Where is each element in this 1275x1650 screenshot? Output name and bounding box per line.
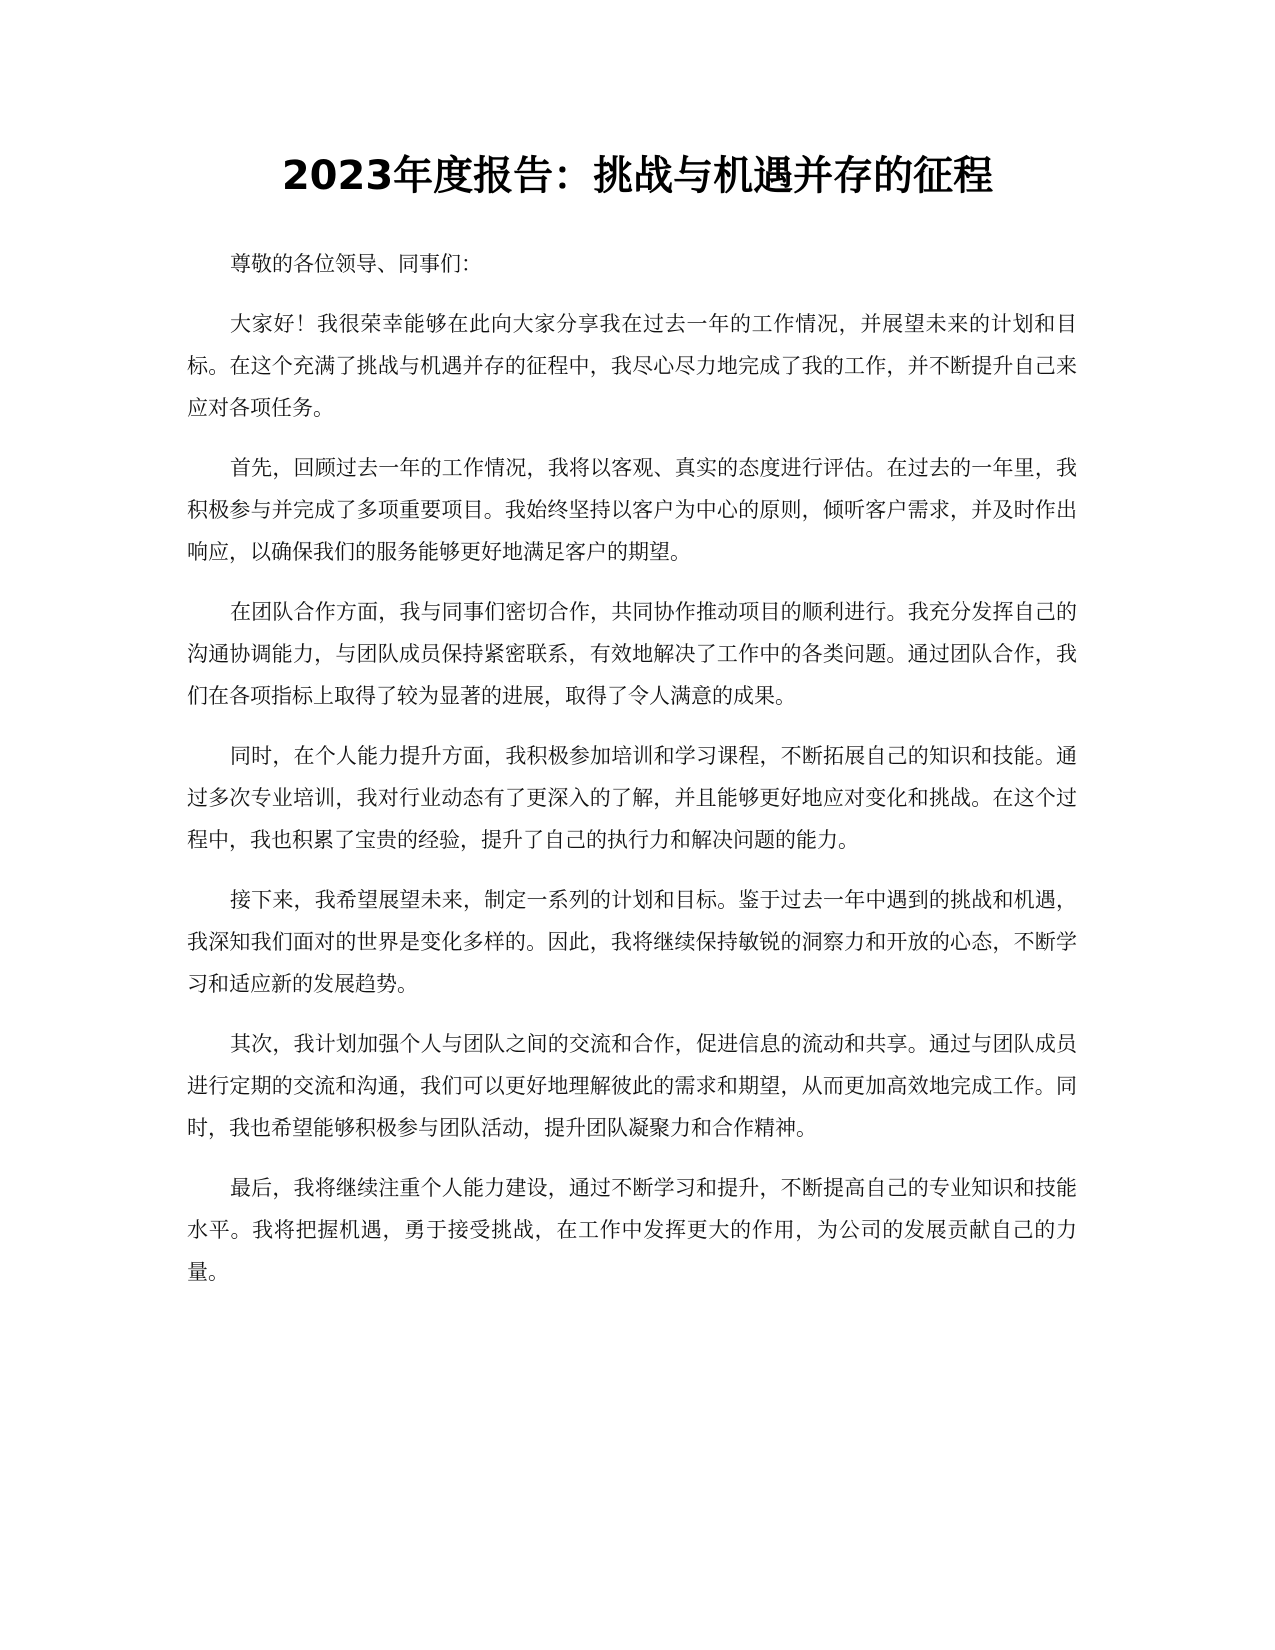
paragraph-communication: 其次，我计划加强个人与团队之间的交流和合作，促进信息的流动和共享。通过与团队成员进行定期的交流和沟通，我们可以更好地理解彼此的需求和期望，从而更加高效地完成工作。同时，我也希望能够积极参与团队活动，提升团队凝聚力和合作精神。 [187, 1032, 1077, 1140]
paragraph-teamwork: 在团队合作方面，我与同事们密切合作，共同协作推动项目的顺利进行。我充分发挥自己的沟通协调能力，与团队成员保持紧密联系，有效地解决了工作中的各类问题。通过团队合作，我们在各项指标上取得了较为显著的进展，取得了令人满意的成果。 [187, 600, 1077, 708]
paragraph-review: 首先，回顾过去一年的工作情况，我将以客观、真实的态度进行评估。在过去的一年里，我积极参与并完成了多项重要项目。我始终坚持以客户为中心的原则，倾听客户需求，并及时作出响应，以确保我们的服务能够更好地满足客户的期望。 [187, 456, 1077, 564]
document-body [187, 243, 1077, 1311]
paragraph-future-plans: 接下来，我希望展望未来，制定一系列的计划和目标。鉴于过去一年中遇到的挑战和机遇，我深知我们面对的世界是变化多样的。因此，我将继续保持敏锐的洞察力和开放的心态，不断学习和适应新的发展趋势。 [187, 888, 1077, 996]
paragraph-personal-growth: 同时，在个人能力提升方面，我积极参加培训和学习课程，不断拓展自己的知识和技能。通过多次专业培训，我对行业动态有了更深入的了解，并且能够更好地应对变化和挑战。在这个过程中，我也积累了宝贵的经验，提升了自己的执行力和解决问题的能力。 [187, 744, 1077, 852]
paragraph-conclusion: 最后，我将继续注重个人能力建设，通过不断学习和提升，不断提高自己的专业知识和技能水平。我将把握机遇，勇于接受挑战，在工作中发挥更大的作用，为公司的发展贡献自己的力量。 [187, 1176, 1077, 1284]
document-title: 2023年度报告：挑战与机遇并存的征程 [281, 153, 994, 199]
paragraph-intro: 大家好！我很荣幸能够在此向大家分享我在过去一年的工作情况，并展望未来的计划和目标。在这个充满了挑战与机遇并存的征程中，我尽心尽力地完成了我的工作，并不断提升自己来应对各项任务。 [187, 312, 1077, 420]
salutation: 尊敬的各位领导、同事们： [230, 252, 482, 276]
